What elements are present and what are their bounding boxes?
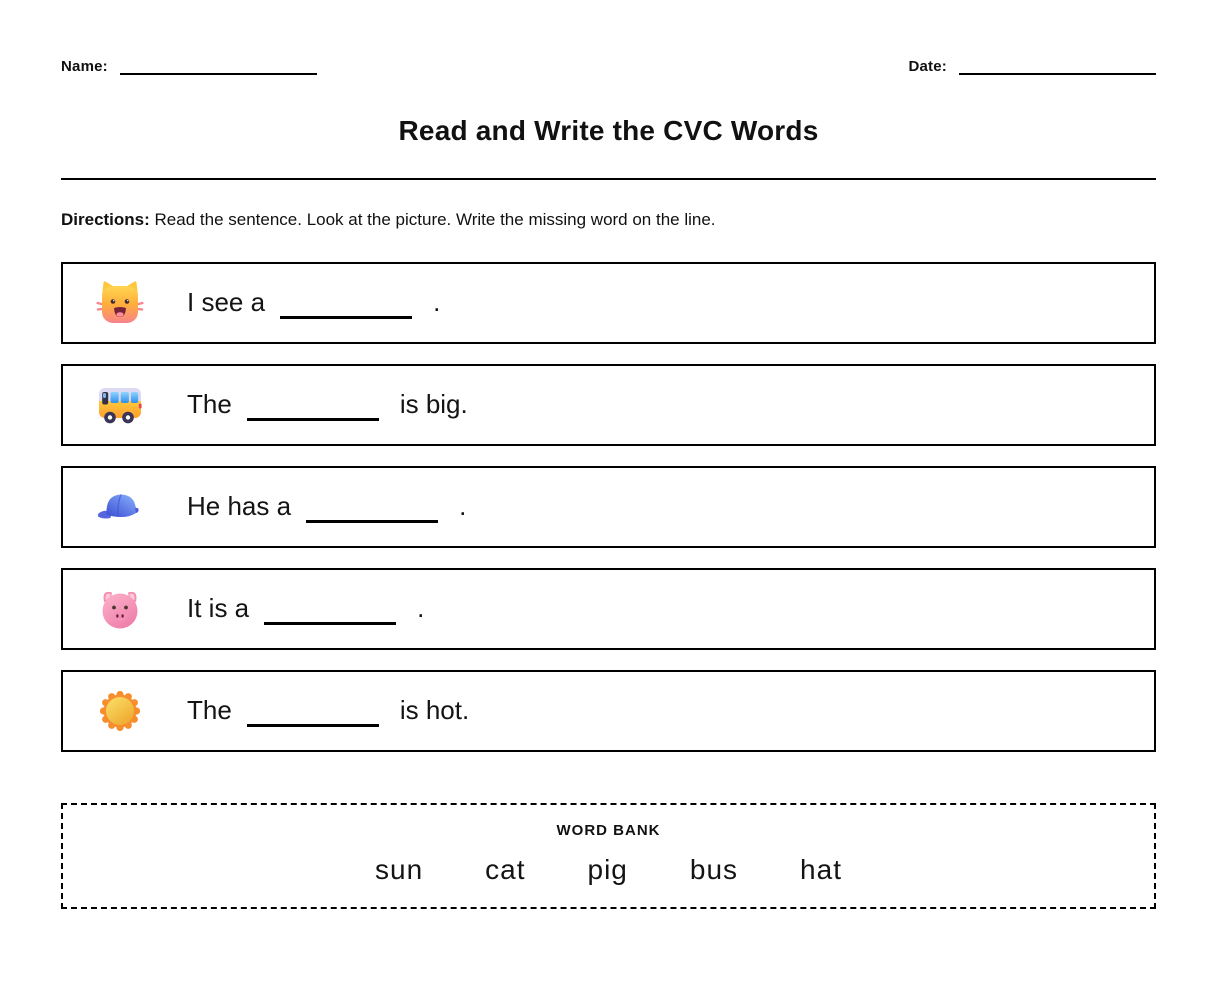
sentence-before: I see a (187, 287, 266, 317)
directions (61, 210, 1156, 230)
sentence (187, 695, 469, 727)
sun-icon (96, 687, 144, 735)
answer-blank[interactable] (264, 595, 396, 625)
directions-text: Read the sentence. Look at the picture. Write the missing word on the line. (154, 210, 716, 229)
title-divider (61, 178, 1156, 180)
sentence-before: He has a (187, 491, 292, 521)
cat-icon (96, 279, 144, 327)
question-row-4 (61, 568, 1156, 650)
word-bank-word: bus (689, 854, 739, 885)
word-bank-word: pig (587, 854, 628, 885)
question-row-5 (61, 670, 1156, 752)
sentence (187, 389, 468, 421)
date-label: Date: (908, 58, 947, 75)
question-row-1 (61, 262, 1156, 344)
sentence (187, 491, 466, 523)
sentence-after: . (417, 593, 425, 623)
sentence-after: . (459, 491, 467, 521)
question-row-3 (61, 466, 1156, 548)
word-bank-word: sun (375, 854, 424, 885)
header-fields (61, 58, 1156, 75)
bus-icon (96, 381, 144, 429)
pig-icon (96, 585, 144, 633)
sentence (187, 287, 440, 319)
name-write-line[interactable] (120, 61, 317, 75)
cap-icon (96, 483, 144, 531)
page-title: Read and Write the CVC Words (398, 115, 819, 146)
word-bank (61, 803, 1156, 909)
date-field (908, 58, 1156, 75)
answer-blank[interactable] (247, 391, 379, 421)
word-bank-word: cat (485, 854, 526, 885)
sentence (187, 593, 424, 625)
name-label: Name: (61, 58, 108, 75)
directions-label: Directions: (61, 210, 150, 229)
word-bank-word: hat (800, 854, 842, 885)
question-row-2 (61, 364, 1156, 446)
sentence-before: It is a (187, 593, 250, 623)
question-list (61, 262, 1156, 752)
answer-blank[interactable] (247, 697, 379, 727)
word-bank-words (63, 854, 1154, 886)
sentence-after: is hot. (399, 695, 470, 725)
sentence-before: The (187, 695, 232, 725)
name-field (61, 58, 317, 75)
word-bank-title: WORD BANK (556, 822, 661, 839)
date-write-line[interactable] (959, 61, 1156, 75)
sentence-after: is big. (399, 389, 468, 419)
sentence-after: . (433, 287, 441, 317)
answer-blank[interactable] (280, 289, 412, 319)
answer-blank[interactable] (306, 493, 438, 523)
sentence-before: The (187, 389, 232, 419)
